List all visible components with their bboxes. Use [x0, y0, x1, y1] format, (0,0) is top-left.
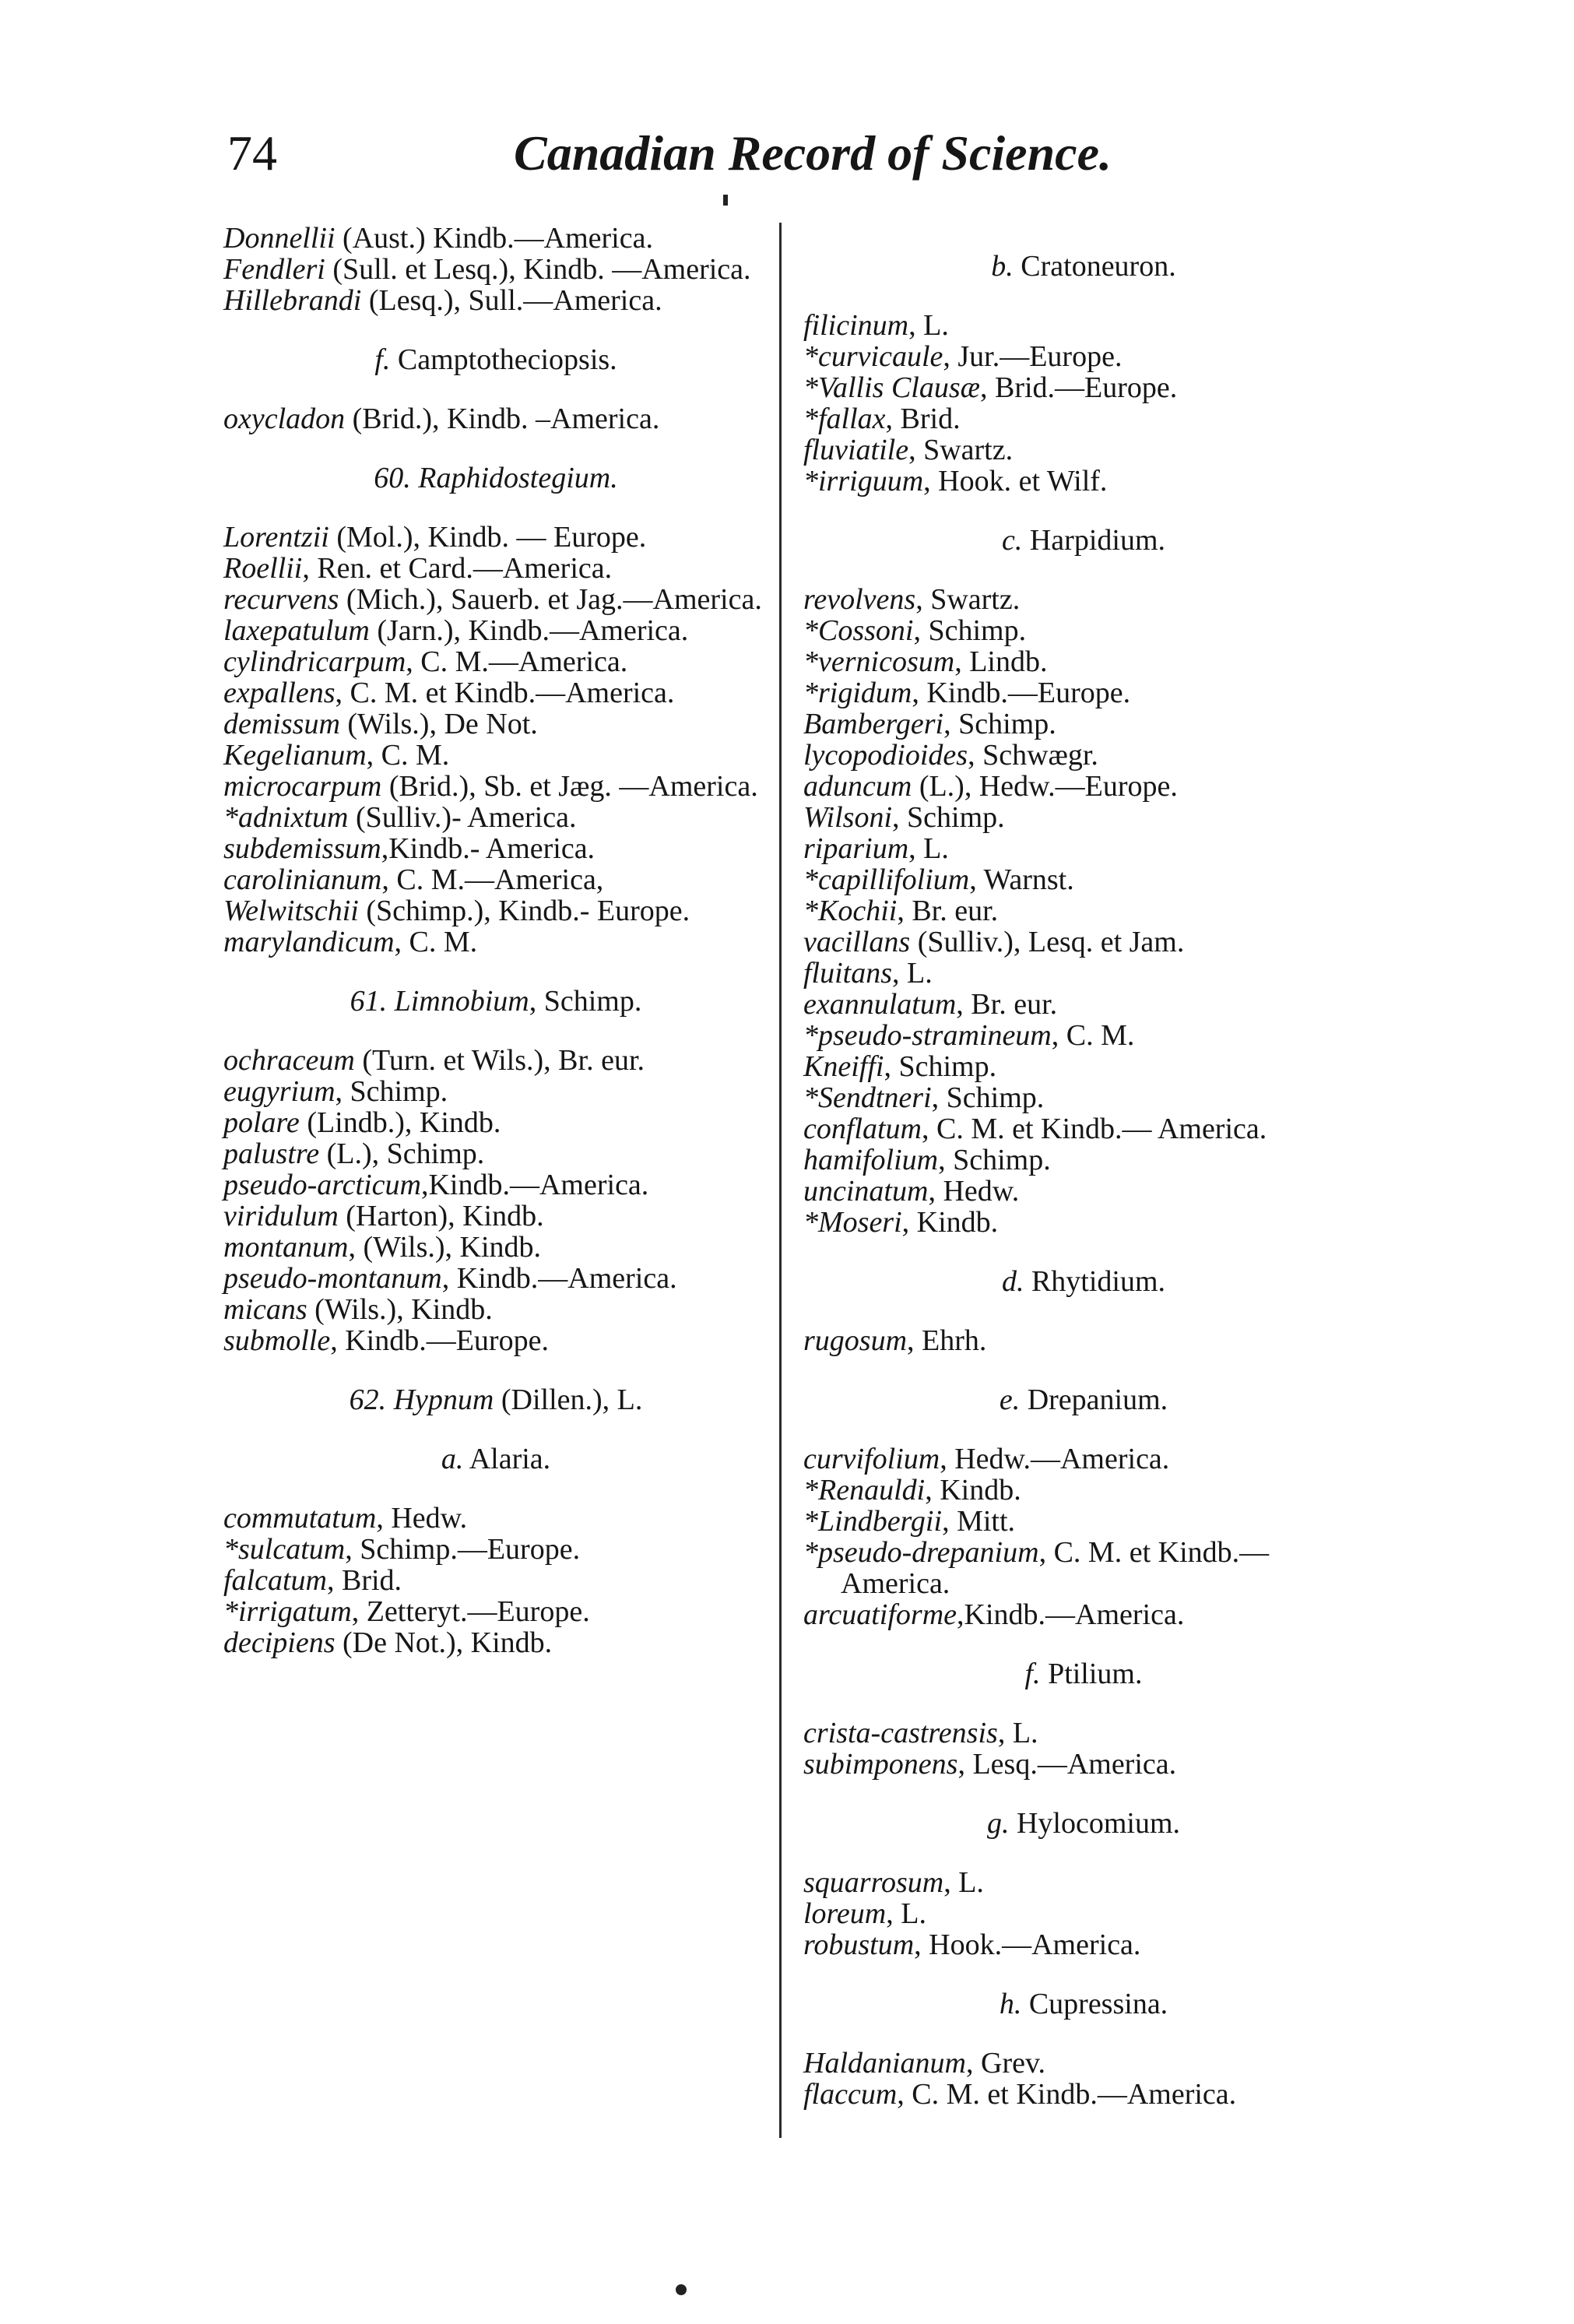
section-heading — [223, 1384, 768, 1415]
species-entry — [803, 615, 1364, 646]
species-entry — [223, 1107, 768, 1138]
section-name: Harpidium. — [1022, 524, 1165, 557]
species-authority: , Lindb. — [954, 645, 1048, 678]
running-title: Canadian Record of Science. — [514, 125, 1112, 181]
species-name: carolinianum — [223, 863, 382, 896]
section-label: 60. — [374, 462, 411, 494]
species-authority: , C. M. — [394, 926, 478, 958]
species-authority: , C. M.—America. — [406, 645, 628, 678]
species-entry — [803, 1020, 1364, 1051]
species-entry — [803, 646, 1364, 677]
species-name: ochraceum — [223, 1044, 355, 1077]
page-number: 74 — [227, 125, 277, 181]
species-name: falcatum — [223, 1564, 327, 1597]
species-entry — [223, 833, 768, 864]
species-entry — [223, 771, 768, 802]
print-dot — [676, 2284, 687, 2295]
species-name: decipiens — [223, 1626, 336, 1659]
species-authority: , Hedw.—America. — [940, 1443, 1170, 1475]
species-entry — [223, 285, 768, 316]
species-entry — [803, 989, 1364, 1020]
species-name: micans — [223, 1293, 307, 1326]
species-name: robustum — [803, 1928, 915, 1961]
species-authority: , Schimp. — [335, 1075, 448, 1108]
species-authority: , (Wils.), Kindb. — [348, 1231, 542, 1264]
species-authority: , Schimp. — [913, 614, 1027, 647]
species-name: vacillans — [803, 926, 911, 958]
species-entry — [803, 310, 1364, 341]
species-entry — [803, 1867, 1364, 1898]
species-name: eugyrium — [223, 1075, 336, 1108]
species-name: *Sendtneri — [803, 1081, 932, 1114]
species-name: *irriguum — [803, 465, 924, 497]
section-name: Limnobium — [387, 985, 529, 1018]
species-entry — [803, 1718, 1364, 1749]
species-authority: (Brid.), Sb. et Jæg. —America. — [381, 770, 758, 803]
species-authority: , Schimp. — [884, 1050, 997, 1083]
species-entry — [803, 1443, 1364, 1475]
species-name: *vernicosum — [803, 645, 955, 678]
species-name: expallens — [223, 677, 336, 709]
species-entry — [223, 584, 768, 615]
species-authority: (L.), Hedw.—Europe. — [912, 770, 1178, 803]
species-name: laxepatulum — [223, 614, 370, 647]
species-authority: (Wils.), De Not. — [339, 708, 538, 740]
species-entry — [803, 708, 1364, 740]
section-label: c. — [1001, 524, 1023, 557]
species-name: conflatum — [803, 1113, 922, 1145]
species-name: uncinatum — [803, 1175, 929, 1208]
species-name: rugosum — [803, 1324, 908, 1357]
section-heading — [223, 1443, 768, 1475]
section-heading — [223, 986, 768, 1017]
species-authority: , Kindb. — [901, 1206, 999, 1239]
section-label: h. — [999, 1988, 1022, 2020]
species-name: *Cossoni — [803, 614, 914, 647]
species-authority: , Brid.—Europe. — [980, 371, 1178, 404]
species-entry — [803, 1749, 1364, 1780]
species-entry — [223, 926, 768, 958]
species-entry — [223, 615, 768, 646]
species-name: filicinum — [803, 309, 909, 342]
species-authority: (Wils.), Kindb. — [307, 1293, 493, 1326]
species-name: *Lindbergii — [803, 1505, 943, 1538]
species-name: Kneiffi — [803, 1050, 884, 1083]
species-name: pseudo-arcticum — [223, 1169, 421, 1201]
section-heading — [223, 462, 768, 494]
species-entry — [223, 1045, 768, 1076]
species-authority: , Schimp. — [892, 801, 1005, 834]
species-entry — [803, 584, 1364, 615]
species-entry — [803, 771, 1364, 802]
section-label: b. — [991, 250, 1014, 283]
species-authority: , Lesq.—America. — [957, 1748, 1177, 1781]
species-entry — [803, 1051, 1364, 1082]
species-name: Haldanianum — [803, 2047, 966, 2080]
species-name: *curvicaule — [803, 340, 943, 373]
species-name: *pseudo-stramineum — [803, 1019, 1052, 1052]
species-entry — [223, 1232, 768, 1263]
species-authority: (Schimp.), Kindb.- Europe. — [358, 895, 690, 927]
species-name: crista-castrensis — [803, 1717, 998, 1749]
section-label: 61. — [350, 985, 388, 1018]
species-entry — [223, 1201, 768, 1232]
section-label: 62. — [349, 1384, 387, 1416]
species-name: *sulcatum — [223, 1533, 346, 1566]
species-entry — [223, 553, 768, 584]
species-name: polare — [223, 1106, 300, 1139]
species-entry — [803, 1929, 1364, 1960]
species-authority: (Sulliv.), Lesq. et Jam. — [910, 926, 1185, 958]
species-entry — [803, 1176, 1364, 1207]
species-name: aduncum — [803, 770, 912, 803]
species-entry — [803, 677, 1364, 708]
species-name: Bambergeri — [803, 708, 944, 740]
section-label: a. — [441, 1443, 464, 1475]
species-authority: , Hedw. — [928, 1175, 1020, 1208]
species-entry — [803, 740, 1364, 771]
species-entry — [223, 1503, 768, 1534]
species-authority: ,Kindb.—America. — [420, 1169, 649, 1201]
section-name: Ptilium. — [1040, 1658, 1143, 1690]
species-name: Lorentzii — [223, 521, 329, 554]
species-authority: , C. M.—America, — [381, 863, 604, 896]
species-name: marylandicum — [223, 926, 395, 958]
species-name: riparium — [803, 832, 909, 865]
species-authority: , Hook.—America. — [914, 1928, 1141, 1961]
species-entry — [223, 740, 768, 771]
species-authority: , C. M. — [366, 739, 450, 772]
species-entry — [803, 341, 1364, 372]
species-entry — [803, 1144, 1364, 1176]
species-entry — [223, 1138, 768, 1169]
species-name: lycopodioides — [803, 739, 968, 772]
species-name: subimponens — [803, 1748, 958, 1781]
species-name: *Vallis Clausæ — [803, 371, 980, 404]
species-entry — [223, 1325, 768, 1356]
species-name: *Renauldi — [803, 1474, 926, 1507]
species-authority: (Jarn.), Kindb.—America. — [369, 614, 689, 647]
species-entry — [223, 1565, 768, 1596]
species-authority: (Turn. et Wils.), Br. eur. — [354, 1044, 645, 1077]
species-entry — [803, 434, 1364, 466]
species-authority: , Swartz. — [915, 583, 1021, 616]
species-name: Welwitschii — [223, 895, 359, 927]
species-name: *fallax — [803, 403, 886, 435]
species-entry — [223, 864, 768, 895]
species-entry — [223, 646, 768, 677]
section-heading — [803, 1658, 1364, 1689]
species-authority: , Ehrh. — [907, 1324, 987, 1357]
left-column — [223, 223, 768, 1658]
species-entry — [223, 895, 768, 926]
species-authority: , Warnst. — [969, 863, 1074, 896]
species-authority: , L. — [908, 309, 949, 342]
species-entry — [223, 522, 768, 553]
species-entry — [803, 864, 1364, 895]
species-name: commutatum — [223, 1502, 377, 1535]
species-name: *adnixtum — [223, 801, 349, 834]
species-entry — [803, 833, 1364, 864]
species-entry — [803, 958, 1364, 989]
species-name: palustre — [223, 1137, 320, 1170]
species-name: microcarpum — [223, 770, 382, 803]
species-authority: , C. M. — [1051, 1019, 1135, 1052]
species-authority: ,Kindb.—America. — [957, 1598, 1185, 1631]
species-entry — [223, 1263, 768, 1294]
species-authority: , Swartz. — [908, 434, 1014, 466]
species-name: *capillifolium — [803, 863, 970, 896]
species-entry — [223, 677, 768, 708]
species-authority: , Br. eur. — [897, 895, 999, 927]
species-entry — [223, 403, 768, 434]
species-entry — [803, 1113, 1364, 1144]
species-authority: (Sulliv.)- America. — [348, 801, 577, 834]
species-authority: , Kindb.—Europe. — [330, 1324, 549, 1357]
species-name: pseudo-montanum — [223, 1262, 442, 1295]
species-authority: (Lindb.), Kindb. — [299, 1106, 501, 1139]
species-authority: ,Kindb.- America. — [381, 832, 596, 865]
species-authority: (Brid.), Kindb. –America. — [345, 403, 660, 435]
species-authority: , Grev. — [966, 2047, 1045, 2080]
species-authority: , Brid. — [326, 1564, 402, 1597]
species-entry — [803, 372, 1364, 403]
species-name: Wilsoni — [803, 801, 893, 834]
species-authority: , Zetteryt.—Europe. — [351, 1595, 590, 1628]
species-name: viridulum — [223, 1200, 339, 1232]
section-authority: , Schimp. — [529, 985, 642, 1018]
species-name: submolle — [223, 1324, 331, 1357]
species-authority: (Lesq.), Sull.—America. — [361, 284, 662, 317]
section-heading — [803, 1266, 1364, 1297]
species-entry — [803, 403, 1364, 434]
section-name: Hylocomium. — [1009, 1807, 1181, 1840]
section-name: Cratoneuron. — [1013, 250, 1176, 283]
species-entry — [803, 1537, 1364, 1599]
species-name: Hillebrandi — [223, 284, 362, 317]
species-authority: (Sull. et Lesq.), Kindb. —America. — [325, 253, 751, 286]
species-authority: , C. M. et Kindb.— America. — [921, 1113, 1267, 1145]
section-label: g. — [986, 1807, 1010, 1840]
section-label: e. — [999, 1384, 1021, 1416]
species-name: Fendleri — [223, 253, 325, 286]
species-entry — [803, 895, 1364, 926]
section-name: Camptotheciopsis. — [390, 343, 617, 376]
page-header — [210, 125, 1393, 187]
species-entry — [803, 926, 1364, 958]
species-name: *Moseri — [803, 1206, 902, 1239]
species-name: revolvens — [803, 583, 916, 616]
species-authority: , C. M. et Kindb.—America. — [897, 2078, 1237, 2111]
species-entry — [223, 802, 768, 833]
species-name: *irrigatum — [223, 1595, 352, 1628]
species-authority: , C. M. et Kindb.—America. — [841, 1536, 1270, 1600]
section-heading — [803, 1988, 1364, 2020]
species-authority: , Schwægr. — [968, 739, 1098, 772]
species-authority: , L. — [908, 832, 949, 865]
species-name: hamifolium — [803, 1144, 939, 1176]
species-entry — [803, 1082, 1364, 1113]
section-name: Alaria. — [463, 1443, 551, 1475]
print-mark — [723, 195, 728, 206]
species-authority: , Kindb.—Europe. — [912, 677, 1131, 709]
species-entry — [223, 1627, 768, 1658]
section-heading — [803, 251, 1364, 282]
species-entry — [803, 1506, 1364, 1537]
species-name: cylindricarpum — [223, 645, 406, 678]
species-name: loreum — [803, 1897, 887, 1930]
species-authority: , Jur.—Europe. — [943, 340, 1123, 373]
species-name: Roellii — [223, 552, 303, 585]
species-name: Donnellii — [223, 222, 336, 255]
species-entry — [223, 1294, 768, 1325]
species-name: Kegelianum — [223, 739, 367, 772]
species-authority: (Harton), Kindb. — [338, 1200, 544, 1232]
species-entry — [803, 1599, 1364, 1630]
species-entry — [803, 1325, 1364, 1356]
species-authority: , Schimp. — [931, 1081, 1045, 1114]
species-name: arcuatiforme — [803, 1598, 957, 1631]
species-authority: (L.), Schimp. — [319, 1137, 485, 1170]
section-heading — [223, 344, 768, 375]
section-label: f. — [374, 343, 391, 376]
species-authority: , L. — [892, 957, 933, 990]
species-authority: , Br. eur. — [956, 988, 1058, 1021]
species-authority: , C. M. et Kindb.—America. — [335, 677, 675, 709]
section-heading — [803, 525, 1364, 556]
species-authority: , L. — [997, 1717, 1038, 1749]
species-authority: , Hedw. — [376, 1502, 468, 1535]
section-heading — [803, 1808, 1364, 1839]
species-name: recurvens — [223, 583, 339, 616]
species-entry — [803, 2079, 1364, 2110]
species-name: *pseudo-drepanium — [803, 1536, 1039, 1569]
species-authority: , Hook. et Wilf. — [923, 465, 1108, 497]
species-authority: (Aust.) Kindb.—America. — [335, 222, 653, 255]
species-name: flaccum — [803, 2078, 898, 2111]
section-name: Rhytidium. — [1024, 1265, 1166, 1298]
species-name: *rigidum — [803, 677, 912, 709]
species-name: curvifolium — [803, 1443, 940, 1475]
species-name: fluitans — [803, 957, 893, 990]
species-authority: , Ren. et Card.—America. — [302, 552, 613, 585]
section-label: f. — [1024, 1658, 1041, 1690]
species-authority: , Schimp. — [943, 708, 1056, 740]
species-name: montanum — [223, 1231, 349, 1264]
species-authority: (Mol.), Kindb. — Europe. — [329, 521, 647, 554]
species-authority: , Mitt. — [942, 1505, 1016, 1538]
species-name: *Kochii — [803, 895, 898, 927]
species-authority: (Mich.), Sauerb. et Jag.—America. — [339, 583, 762, 616]
species-name: oxycladon — [223, 403, 346, 435]
species-entry — [223, 254, 768, 285]
species-entry — [803, 1475, 1364, 1506]
species-entry — [803, 1898, 1364, 1929]
species-entry — [223, 1169, 768, 1201]
species-entry — [803, 1207, 1364, 1238]
species-entry — [223, 223, 768, 254]
section-name: Cupressina. — [1021, 1988, 1168, 2020]
species-entry — [803, 802, 1364, 833]
species-name: exannulatum — [803, 988, 957, 1021]
section-name: Hypnum — [386, 1384, 494, 1416]
species-name: subdemissum — [223, 832, 381, 865]
species-entry — [223, 1076, 768, 1107]
species-name: squarrosum — [803, 1866, 944, 1899]
column-divider — [779, 223, 782, 2138]
section-name: Drepanium. — [1020, 1384, 1168, 1416]
species-authority: , Schimp.—Europe. — [345, 1533, 581, 1566]
species-entry — [803, 466, 1364, 497]
section-heading — [803, 1384, 1364, 1415]
species-name: demissum — [223, 708, 340, 740]
species-authority: (De Not.), Kindb. — [335, 1626, 553, 1659]
species-entry — [223, 1596, 768, 1627]
species-entry — [223, 1534, 768, 1565]
species-authority: , Brid. — [885, 403, 961, 435]
species-entry — [223, 708, 768, 740]
species-authority: , Schimp. — [938, 1144, 1051, 1176]
species-authority: , L. — [886, 1897, 926, 1930]
section-authority: (Dillen.), L. — [494, 1384, 643, 1416]
right-column — [803, 223, 1364, 2110]
species-entry — [803, 2048, 1364, 2079]
species-authority: , Kindb.—America. — [441, 1262, 677, 1295]
section-name: Raphidostegium. — [410, 462, 618, 494]
section-label: d. — [1001, 1265, 1024, 1298]
species-authority: , L. — [943, 1866, 984, 1899]
species-name: fluviatile — [803, 434, 909, 466]
species-authority: , Kindb. — [925, 1474, 1021, 1507]
